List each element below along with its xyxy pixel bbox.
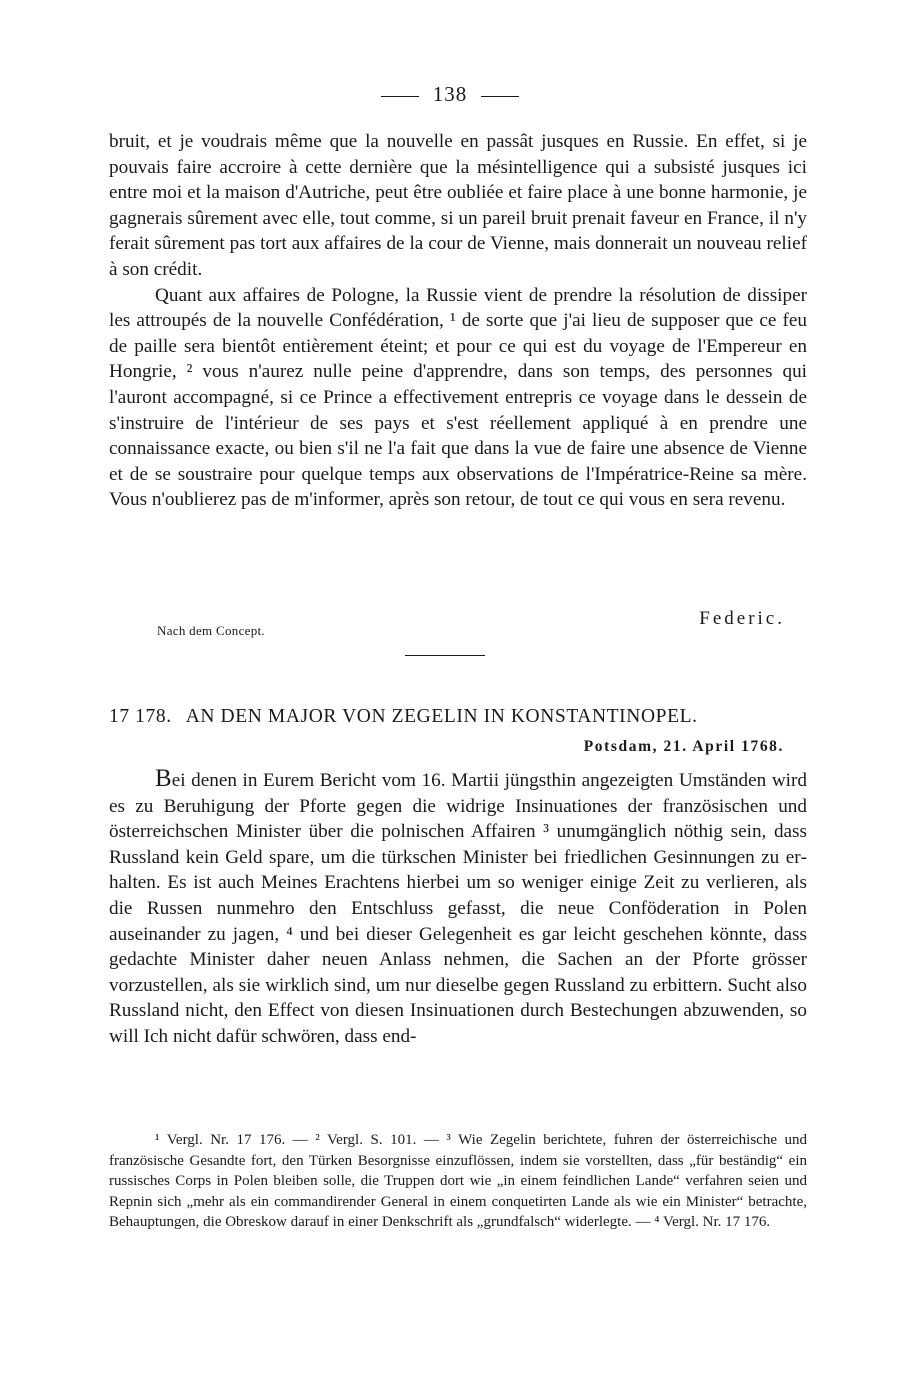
letter-paragraph: [109, 766, 807, 1050]
header-dash-right: [481, 96, 519, 97]
letter-heading: [109, 706, 807, 728]
letter-body: [109, 766, 807, 1050]
page-header: [0, 82, 900, 107]
letter-text: ei denen in Eurem Bericht vom 16. Martii jüngsthin angezeigten Umständen wird es zu Beruhigung der Pforte gegen die widrige Insinuationes der französischen und österreichschen Minister über die polnischen Affairen ³ unumgänglich nöthig sein, dass Russland kein Geld spare, um die türkschen Minister bei friedlichen Gesinnungen zu erhalten. Es ist auch Meines Erachtens hierbei um so weniger einige Zeit zu verlieren, als die Russen nunmehro den Entschluss gefasst, die neue Conföderation in Polen auseinander zu jagen, ⁴ und bei dieser Gelegenheit es gar leicht geschehen könnte, dass gedachte Minister daher neuen Anlass nehmen, die Sachen an der Pforte grösser vorzustellen, als sie wirklich sind, um nur dieselbe gegen Russland zu erbittern. Sucht also Russland nicht, den Effect von diesen Insinuationen durch Bestechungen abzuwenden, so will Ich nicht dafür schwören, dass end-: [109, 770, 807, 1047]
source-note: Nach dem Concept.: [157, 623, 265, 638]
header-dash-left: [381, 96, 419, 97]
page-number: 138: [432, 82, 468, 106]
letter-place-date: Potsdam, 21. April 1768.: [583, 738, 784, 755]
signature: Federic.: [699, 608, 785, 629]
closing-row: [109, 608, 785, 638]
paragraph-1: bruit, et je voudrais même que la nouvelle en passât jusques en Russie. En effet, si je pouvais faire accroire à cette dernière que la mésintelligence qui a subsisté jusques ici entre moi et la maison d'Autriche, peut être oubliée et faire place à une bonne harmonie, je gagnerais sûrement avec elle, tout comme, si un pareil bruit prenait faveur en France, il n'y ferait sûrement pas tort aux affaires de la cour de Vienne, mais donnerait un nouveau relief à son crédit.: [109, 131, 807, 280]
letter-continuation: [109, 129, 807, 513]
letter-title: AN DEN MAJOR VON ZEGELIN IN KONSTANTINOPEL.: [185, 706, 698, 727]
paragraph-2: Quant aux affaires de Pologne, la Russie vient de prendre la résolution de dissiper les attroupés de la nouvelle Confédération, ¹ de sorte que j'ai lieu de supposer que ce feu de paille sera bientôt entièrement éteint; et pour ce qui est du voyage de l'Empereur en Hongrie, ² vous n'aurez nulle peine d'apprendre, dans son temps, des personnes qui l'auront accompagné, si ce Prince a effectivement entrepris ce voyage dans le dessein de s'instruire de l'intérieur de ses pays et s'est réellement appliqué à en prendre une connaissance exacte, ou bien s'il ne l'a fait que dans la vue de faire une absence de Vienne et de se soustraire pour quelque temps aux observations de l'Impératrice-Reine sa mère. Vous n'oublierez pas de m'informer, après son retour, de tout ce qui vous en sera revenu.: [109, 284, 807, 511]
initial-letter: B: [155, 765, 172, 792]
section-separator: [405, 655, 485, 656]
letter-number: 17 178.: [109, 706, 172, 727]
footnotes: ¹ Vergl. Nr. 17 176. — ² Vergl. S. 101. — ³ Wie Zegelin berichtete, fuhren der österreichische und französische Gesandte fort, den Türken Besorgnisse einzuflössen, indem sie vorstellten, dass „für beständig“ ein russisches Corps in Polen bleiben solle, die Truppen dort wie „in einem feindlichen Lande“ verfahren seien und Repnin sich „mehr als ein commandirender General in einem conquetirten Lande als wie ein Minister“ betrachte, Behauptungen, die Obreskow darauf in einer Denkschrift als „grundfalsch“ widerlegte. — ⁴ Vergl. Nr. 17 176.: [109, 1132, 807, 1231]
